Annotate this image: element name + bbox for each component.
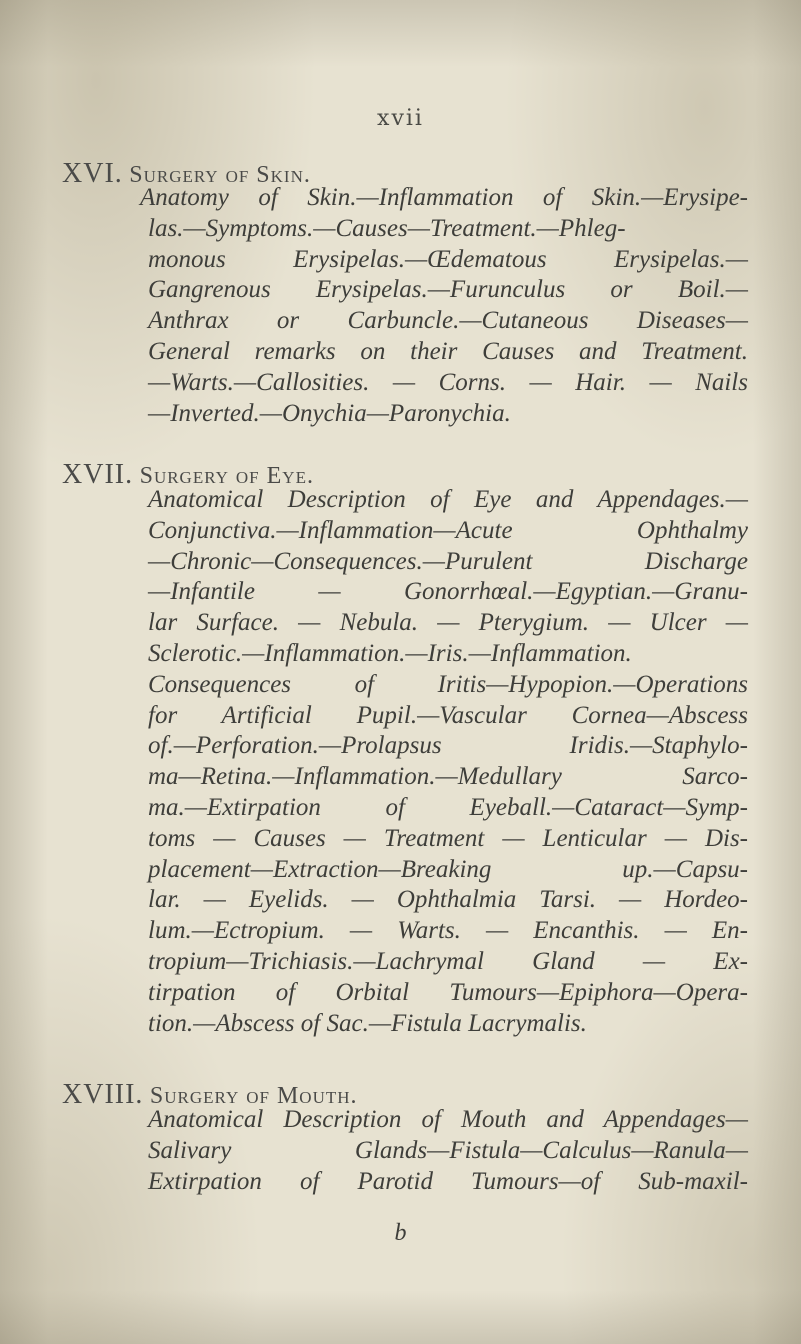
- contents-line: tirpation of Orbital Tumours—Epiphora—Opera-: [148, 978, 748, 1006]
- page-folio: xvii: [377, 106, 424, 131]
- contents-line: of.—Perforation.—Prolapsus Iridis.—Staphylo-: [148, 732, 748, 760]
- contents-line: Anatomy of Skin.—Inflammation of Skin.—Erysipe-: [140, 184, 748, 211]
- signature-mark: b: [394, 1220, 407, 1246]
- section-contents: [148, 1105, 748, 1197]
- contents-line: lum.—Ectropium. — Warts. — Encanthis. — En-: [148, 917, 748, 945]
- contents-line: las.—Symptoms.—Causes—Treatment.—Phleg-: [148, 214, 626, 242]
- contents-line: Anthrax or Carbuncle.—Cutaneous Diseases—: [148, 307, 748, 335]
- section-number: XVII.: [62, 459, 134, 490]
- contents-line: ma.—Extirpation of Eyeball.—Cataract—Symp-: [148, 793, 748, 821]
- contents-line: —Inverted.—Onychia—Paronychia.: [148, 399, 511, 427]
- section-title: Surgery of Mouth.: [149, 1083, 358, 1109]
- contents-line: for Artificial Pupil.—Vascular Cornea—Abscess: [148, 701, 748, 729]
- contents-line: lar Surface. — Nebula. — Pterygium. — Ulcer —: [148, 609, 748, 637]
- section-title: Surgery of Skin.: [129, 162, 311, 188]
- contents-line: monous Erysipelas.—Œdematous Erysipelas.—: [148, 245, 748, 273]
- contents-line: Consequences of Iritis—Hypopion.—Operations: [148, 670, 748, 698]
- contents-line: ma—Retina.—Inflammation.—Medullary Sarco-: [148, 763, 748, 791]
- contents-line: Gangrenous Erysipelas.—Furunculus or Boil.—: [148, 276, 748, 304]
- contents-line: placement—Extraction—Breaking up.—Capsu-: [148, 855, 748, 883]
- contents-line: —Warts.—Callosities. — Corns. — Hair. — Nails: [148, 368, 748, 396]
- section-contents: [148, 485, 748, 1039]
- contents-line: tropium—Trichiasis.—Lachrymal Gland — Ex-: [148, 947, 748, 975]
- contents-line: toms — Causes — Treatment — Lenticular — Dis-: [148, 824, 748, 852]
- section-title: Surgery of Eye.: [139, 463, 314, 489]
- contents-line: tion.—Abscess of Sac.—Fistula Lacrymalis.: [148, 1009, 587, 1037]
- section-contents: [140, 183, 748, 429]
- contents-line: Anatomical Description of Eye and Appendages.—: [148, 486, 748, 513]
- contents-line: —Chronic—Consequences.—Purulent Discharge: [148, 547, 748, 575]
- contents-line: Extirpation of Parotid Tumours—of Sub-maxil-: [148, 1167, 748, 1195]
- contents-line: —Infantile — Gonorrhœal.—Egyptian.—Granu-: [148, 578, 748, 606]
- contents-line: lar. — Eyelids. — Ophthalmia Tarsi. — Hordeo-: [148, 886, 748, 914]
- contents-line: Conjunctiva.—Inflammation—Acute Ophthalmy: [148, 516, 748, 544]
- section-number: XVIII.: [62, 1079, 144, 1110]
- contents-line: Anatomical Description of Mouth and Appendages—: [148, 1106, 748, 1133]
- contents-line: General remarks on their Causes and Treatment.: [148, 337, 748, 365]
- section-number: XVI.: [62, 158, 123, 189]
- contents-line: Sclerotic.—Inflammation.—Iris.—Inflammation.: [148, 639, 632, 667]
- contents-line: Salivary Glands—Fistula—Calculus—Ranula—: [148, 1136, 748, 1164]
